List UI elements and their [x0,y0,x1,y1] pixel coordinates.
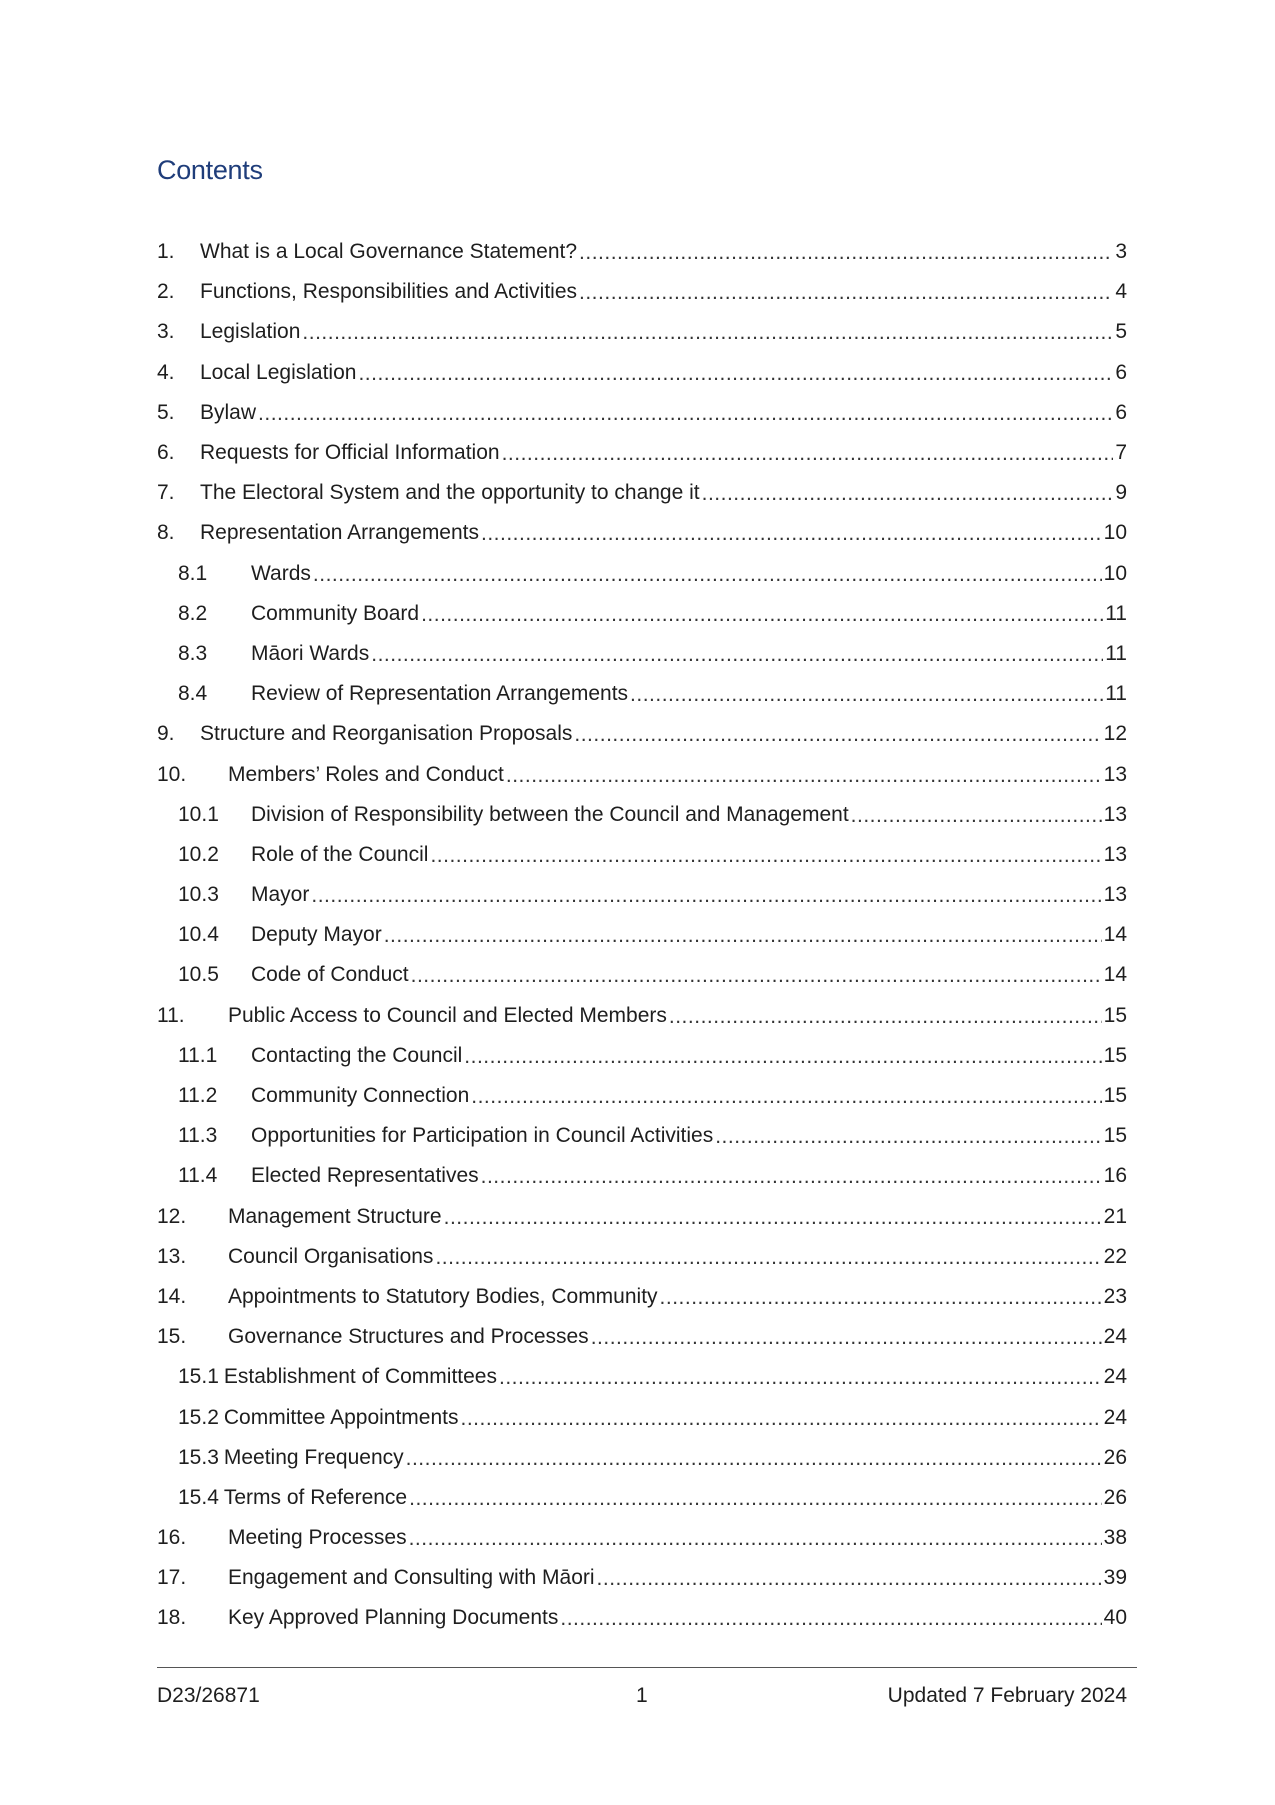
toc-entry-page: 11 [1105,641,1127,665]
toc-entry-page: 26 [1103,1485,1127,1509]
toc-entry-page: 6 [1115,400,1127,424]
toc-entry-title: Bylaw [200,400,257,424]
toc-entry-title: Legislation [200,320,301,344]
toc-entry-title: The Electoral System and the opportunity to change it [200,481,700,505]
toc-entry-number: 14. [157,1284,187,1308]
toc-entry-page: 9 [1115,481,1127,505]
toc-entry-page: 13 [1103,762,1127,786]
toc-dot-leader [502,442,1114,466]
toc-entry-number: 10.2 [178,842,219,866]
toc-entry-number: 12. [157,1204,187,1228]
toc-entry-page: 13 [1103,842,1127,866]
toc-entry-title: Terms of Reference [223,1485,408,1509]
toc-dot-leader [574,723,1101,747]
toc-entry-title: Māori Wards [251,641,370,665]
toc-entry-page: 12 [1103,722,1127,746]
table-of-contents [157,232,1127,1639]
toc-dot-leader [702,482,1114,506]
toc-entry-page: 40 [1103,1606,1127,1630]
toc-entry-number: 4. [157,360,175,384]
toc-dot-leader [669,1005,1102,1029]
toc-entry[interactable] [157,996,1127,1036]
toc-entry-page: 24 [1103,1405,1127,1429]
toc-entry-number: 16. [157,1526,187,1550]
toc-entry[interactable] [157,915,1127,955]
toc-entry-title: Division of Responsibility between the Council and Management [251,802,849,826]
toc-entry[interactable] [157,754,1127,794]
toc-dot-leader [444,1206,1102,1230]
toc-entry-number: 10.4 [178,923,219,947]
toc-entry-page: 22 [1103,1244,1127,1268]
toc-entry[interactable] [157,554,1127,594]
toc-dot-leader [715,1125,1101,1149]
toc-entry-page: 10 [1103,561,1127,585]
toc-entry[interactable] [157,473,1127,513]
toc-entry-page: 39 [1103,1566,1127,1590]
toc-dot-leader [579,241,1113,265]
toc-entry-number: 15. [157,1325,187,1349]
toc-dot-leader [560,1607,1101,1631]
toc-dot-leader [464,1045,1101,1069]
toc-entry-number: 5. [157,400,175,424]
toc-dot-leader [311,884,1101,908]
toc-dot-leader [421,603,1103,627]
toc-entry[interactable] [157,634,1127,674]
toc-entry[interactable] [157,433,1127,473]
toc-dot-leader [371,643,1103,667]
toc-entry-number: 11.3 [178,1124,218,1148]
toc-entry-title: Local Legislation [200,360,357,384]
toc-entry-title: Committee Appointments [223,1405,459,1429]
toc-entry[interactable] [157,1076,1127,1116]
toc-entry-title: Governance Structures and Processes [228,1325,589,1349]
toc-entry-title: Key Approved Planning Documents [228,1606,559,1630]
toc-entry[interactable] [157,393,1127,433]
toc-entry-title: Representation Arrangements [200,521,479,545]
toc-entry[interactable] [157,232,1127,272]
toc-entry[interactable] [157,1197,1127,1237]
footer-divider [157,1667,1137,1668]
toc-dot-leader [409,1487,1102,1511]
toc-entry-title: Structure and Reorganisation Proposals [200,722,573,746]
toc-entry-page: 14 [1103,963,1127,987]
toc-entry-page: 6 [1115,360,1127,384]
toc-entry-title: Public Access to Council and Elected Members [228,1003,667,1027]
toc-entry-number: 13. [157,1244,187,1268]
toc-entry-number: 8. [157,521,175,545]
toc-entry-title: Appointments to Statutory Bodies, Community [228,1284,658,1308]
toc-dot-leader [499,1366,1102,1390]
toc-entry-title: Requests for Official Information [200,441,500,465]
toc-entry-number: 3. [157,320,175,344]
toc-entry-page: 15 [1103,1124,1127,1148]
toc-entry-page: 5 [1115,320,1127,344]
toc-entry-title: Code of Conduct [251,963,409,987]
toc-entry[interactable] [157,1478,1127,1518]
toc-entry[interactable] [157,1156,1127,1196]
toc-entry-number: 10.1 [178,802,219,826]
toc-entry-number: 15.3 [178,1445,219,1469]
toc-entry-number: 17. [157,1566,187,1590]
toc-entry-number: 2. [157,280,175,304]
toc-dot-leader [406,1447,1102,1471]
toc-entry-title: Deputy Mayor [251,923,382,947]
toc-entry-title: Management Structure [228,1204,442,1228]
toc-entry[interactable] [157,513,1127,553]
toc-dot-leader [435,1246,1101,1270]
toc-entry-number: 8.2 [178,601,208,625]
toc-entry-page: 4 [1115,280,1127,304]
toc-dot-leader [258,402,1113,426]
toc-entry-title: Community Connection [251,1084,470,1108]
toc-entry[interactable] [157,272,1127,312]
toc-entry-number: 10.3 [178,883,219,907]
toc-entry-title: Role of the Council [251,842,429,866]
contents-heading: Contents [157,155,263,185]
toc-entry-title: Council Organisations [228,1244,434,1268]
toc-entry-number: 15.2 [178,1405,219,1429]
toc-entry-page: 23 [1103,1284,1127,1308]
toc-entry-number: 15.1 [178,1365,219,1389]
toc-entry-page: 16 [1103,1164,1127,1188]
toc-entry-number: 1. [157,240,175,264]
toc-dot-leader [358,362,1113,386]
toc-entry-page: 24 [1103,1325,1127,1349]
toc-dot-leader [579,281,1113,305]
toc-dot-leader [481,522,1102,546]
toc-entry-page: 26 [1103,1445,1127,1469]
toc-entry-page: 3 [1115,240,1127,264]
toc-entry-number: 10.5 [178,963,219,987]
toc-entry-title: Community Board [251,601,420,625]
toc-entry-number: 7. [157,481,175,505]
toc-entry-page: 13 [1103,802,1127,826]
toc-entry-title: Meeting Frequency [223,1445,404,1469]
toc-entry-number: 8.1 [178,561,208,585]
toc-entry-page: 11 [1105,682,1127,706]
toc-dot-leader [630,683,1103,707]
toc-entry-title: Functions, Responsibilities and Activities [200,280,578,304]
toc-dot-leader [506,764,1102,788]
toc-entry-title: Mayor [251,883,310,907]
toc-entry-title: Engagement and Consulting with Māori [228,1566,595,1590]
toc-entry-page: 11 [1105,601,1127,625]
footer-updated-date: Updated 7 February 2024 [887,1684,1127,1707]
toc-entry-title: Meeting Processes [228,1526,407,1550]
toc-entry-page: 13 [1103,883,1127,907]
toc-dot-leader [851,804,1102,828]
toc-dot-leader [597,1567,1102,1591]
toc-dot-leader [481,1165,1102,1189]
toc-entry-page: 14 [1103,923,1127,947]
toc-entry-number: 11.4 [178,1164,218,1188]
toc-dot-leader [411,964,1102,988]
footer-page-number: 1 [636,1684,648,1707]
toc-entry[interactable] [157,353,1127,393]
toc-entry[interactable] [157,1116,1127,1156]
toc-entry[interactable] [157,1036,1127,1076]
toc-entry-number: 9. [157,722,175,746]
toc-entry-page: 24 [1103,1365,1127,1389]
toc-entry-page: 38 [1103,1526,1127,1550]
toc-entry-title: Contacting the Council [251,1043,463,1067]
toc-entry[interactable] [157,1558,1127,1598]
toc-entry-number: 11.1 [178,1043,218,1067]
footer-doc-id: D23/26871 [157,1684,260,1707]
toc-entry[interactable] [157,594,1127,634]
toc-entry[interactable] [157,1397,1127,1437]
toc-dot-leader [471,1085,1101,1109]
toc-entry-number: 11.2 [178,1084,218,1108]
toc-entry-title: Review of Representation Arrangements [251,682,629,706]
toc-entry-page: 15 [1103,1084,1127,1108]
toc-entry[interactable] [157,1317,1127,1357]
toc-entry-number: 15.4 [178,1485,219,1509]
toc-entry-number: 6. [157,441,175,465]
toc-entry-title: Elected Representatives [251,1164,479,1188]
toc-entry-number: 10. [157,762,187,786]
toc-dot-leader [430,844,1101,868]
toc-entry[interactable] [157,1357,1127,1397]
toc-entry[interactable] [157,714,1127,754]
toc-dot-leader [591,1326,1102,1350]
toc-entry-number: 8.4 [178,682,208,706]
toc-entry-page: 21 [1103,1204,1127,1228]
toc-dot-leader [660,1286,1102,1310]
toc-entry[interactable] [157,1237,1127,1277]
toc-entry[interactable] [157,1438,1127,1478]
toc-entry[interactable] [157,1598,1127,1638]
toc-dot-leader [460,1407,1101,1431]
toc-entry-title: Establishment of Committees [223,1365,497,1389]
toc-dot-leader [409,1527,1102,1551]
toc-dot-leader [313,563,1102,587]
toc-dot-leader [384,924,1102,948]
toc-entry[interactable] [157,1518,1127,1558]
toc-entry-number: 18. [157,1606,187,1630]
toc-entry-title: Opportunities for Participation in Council Activities [251,1124,714,1148]
toc-dot-leader [302,321,1113,345]
toc-entry-page: 7 [1115,441,1127,465]
toc-entry-page: 10 [1103,521,1127,545]
toc-entry-title: What is a Local Governance Statement? [200,240,578,264]
toc-entry-title: Wards [251,561,311,585]
toc-entry-number: 8.3 [178,641,208,665]
toc-entry-page: 15 [1103,1043,1127,1067]
toc-entry-number: 11. [157,1003,185,1027]
toc-entry[interactable] [157,955,1127,995]
toc-entry[interactable] [157,1277,1127,1317]
toc-entry[interactable] [157,835,1127,875]
toc-entry-page: 15 [1103,1003,1127,1027]
toc-entry[interactable] [157,875,1127,915]
toc-entry[interactable] [157,674,1127,714]
toc-entry[interactable] [157,795,1127,835]
toc-entry-title: Members’ Roles and Conduct [228,762,504,786]
toc-entry[interactable] [157,312,1127,352]
